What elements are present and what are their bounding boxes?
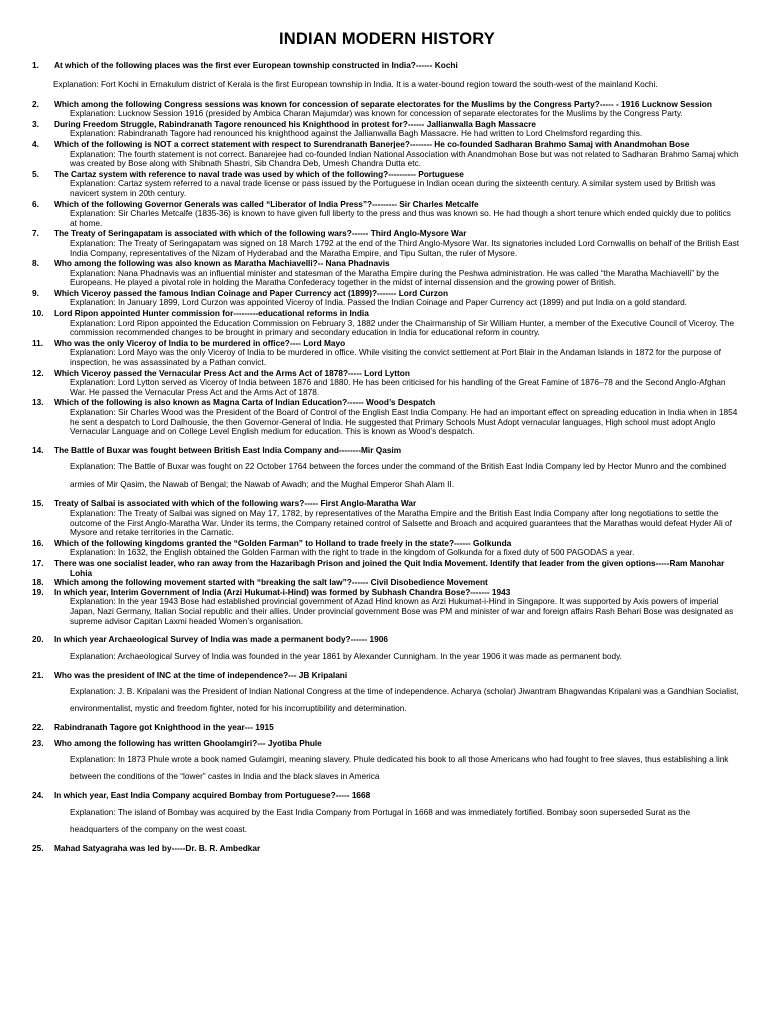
list-item <box>32 586 740 626</box>
question-text: Which of the following is also known as Magna Carta of Indian Education?------ Wood’s Despatch <box>54 397 436 408</box>
page-title: INDIAN MODERN HISTORY <box>279 30 495 48</box>
item-number: 9. <box>32 287 39 298</box>
explanation-text: Explanation: The fourth statement is not correct. Banarejee had co-founded Indian National Association with Anandmohan Bose but was not related to Sadharan Brahmo Samaj which was created by Bose along with Shibnath Shastri, Sib Chandra Deb, Umesh Chandra Dutta etc. <box>70 148 739 169</box>
item-number: 5. <box>32 168 39 179</box>
question-list <box>32 60 740 854</box>
list-item <box>32 669 740 718</box>
item-number: 4. <box>32 138 39 149</box>
item-number: 10. <box>32 308 44 319</box>
explanation-text: Explanation: Lord Lytton served as Viceroy of India between 1876 and 1880. He has been criticised for his handling of the Great Famine of 1876–78 and the Second Anglo-Afghan War. He passed the Vernacular Press Act and the Arms Act of 1878. <box>70 377 726 397</box>
question-text: Who was the president of INC at the time of independence?--- JB Kripalani <box>54 669 348 680</box>
item-number: 21. <box>32 669 44 680</box>
item-number: 24. <box>32 790 44 801</box>
list-item <box>32 168 740 199</box>
question-text: In which year Archaeological Survey of India was made a permanent body?------ 1906 <box>54 634 388 645</box>
explanation-text: Explanation: Fort Kochi in Ernakulum district of Kerala is the first European township in India. It is a water-bound region toward the south-west of the mainland Kochi. <box>53 78 658 89</box>
item-number: 14. <box>32 444 44 455</box>
item-number: 12. <box>32 367 44 378</box>
list-item <box>32 198 740 229</box>
question-text: Which Viceroy passed the famous Indian Coinage and Paper Currency act (1899)?------- Lord Curzon <box>54 287 449 298</box>
item-number: 3. <box>32 118 39 129</box>
list-item <box>32 790 740 838</box>
question-text: Which of the following kingdoms granted the “Golden Farman” to Holland to trade freely in the state?------ Golkunda <box>54 537 512 548</box>
item-number: 8. <box>32 258 39 269</box>
list-item <box>32 444 740 494</box>
item-number: 18. <box>32 577 44 588</box>
explanation-text: Explanation: Rabindranath Tagore had renounced his knighthood against the Jallianwalla Bagh Massacre. He had written to Lord Chelmsford regarding this. <box>70 128 643 139</box>
question-text: Who among the following has written Ghoolamgiri?--- Jyotiba Phule <box>54 737 322 748</box>
list-item <box>32 287 740 308</box>
question-text: Which Viceroy passed the Vernacular Press Act and the Arms Act of 1878?----- Lord Lytton <box>54 367 410 378</box>
list-item <box>32 737 740 786</box>
list-item <box>32 337 740 368</box>
question-text: Which among the following Congress sessions was known for concession of separate electorates for the Muslims by the Congress Party?----- - 1916 Lucknow Session <box>54 98 712 109</box>
question-text: Who was the only Viceroy of India to be murdered in office?---- Lord Mayo <box>54 337 346 348</box>
explanation-text: Explanation: Lucknow Session 1916 (presided by Ambica Charan Majumdar) was known for concession of separate electorates for the Muslims by the Congress Party. <box>70 108 683 119</box>
explanation-text: Explanation: In 1632, the English obtained the Golden Farman with the right to trade in the kingdom of Golkunda for a fixed duty of 500 PAGODAS a year. <box>70 547 635 558</box>
explanation-text: Explanation: J. B. Kripalani was the President of Indian National Congress at the time of independence. Acharya (scholar) Jiwantram Bhagwandas Kripalani was a Gandhian Socialist, environmentalist, mystic and freedom fighter, noted for his incorruptibility and determination. <box>70 686 739 714</box>
question-text: There was one socialist leader, who ran away from the Hazaribagh Prison and joined the Quit India Movement. Identify that leader from the given options-----Ram Manohar Lohia <box>54 557 725 578</box>
explanation-text: Explanation: Archaeological Survey of India was founded in the year 1861 by Alexander Cunnigham. In the year 1906 it was made as permanent body. <box>70 650 622 661</box>
question-text: Treaty of Salbai is associated with which of the following wars?----- First Anglo-Maratha War <box>54 498 417 509</box>
explanation-text: Explanation: Cartaz system referred to a naval trade license or pass issued by the Portuguese in Indian ocean during the sixteenth century. A similar system used by British was navicert system in 20th century. <box>70 178 716 198</box>
question-text: During Freedom Struggle, Rabindranath Tagore renounced his Knighthood in protest for?------ Jallianwalla Bagh Massacre <box>54 118 537 129</box>
question-text: The Battle of Buxar was fought between British East India Company and--------Mir Qasim <box>54 444 402 455</box>
question-text: Which of the following Governor Generals was called “Liberator of India Press”?--------- Sir Charles Metcalfe <box>54 198 479 209</box>
question-text: In which year, East India Company acquired Bombay from Portuguese?----- 1668 <box>54 790 371 801</box>
item-number: 16. <box>32 537 44 548</box>
explanation-text: Explanation: The Battle of Buxar was fought on 22 October 1764 between the forces under the command of the British East India Company led by Hector Munro and the combined armies of Mir Qasim, the Nawab of Bengal; the Nawab of Awadh; and the Mughal Emperor Shah Alam II. <box>70 461 727 489</box>
question-text: Who among the following was also known as Maratha Machiavelli?-- Nana Phadnavis <box>54 258 390 269</box>
question-text: At which of the following places was the first ever European township constructed in India?------ Kochi <box>54 60 458 70</box>
item-number: 1. <box>32 60 39 70</box>
item-number: 11. <box>32 337 44 348</box>
item-number: 6. <box>32 198 39 209</box>
explanation-text: Explanation: In January 1899, Lord Curzon was appointed Viceroy of India. Passed the Indian Coinage and Paper Currency act (1899) and put India on a gold standard. <box>70 297 687 308</box>
item-number: 23. <box>32 737 44 748</box>
question-text: The Treaty of Seringapatam is associated with which of the following wars?------ Third Anglo-Mysore War <box>54 228 467 239</box>
list-item <box>32 537 740 558</box>
question-text: In which year, Interim Government of India (Arzi Hukumat-i-Hind) was formed by Subhash Chandra Bose?------- 1943 <box>54 586 511 597</box>
explanation-text: Explanation: Lord Ripon appointed the Education Commission on February 3, 1882 under the Chairmanship of Sir William Hunter, a member of the Executive Council of Viceroy. The commission recommended changes to be brought in primary and secondary education in India for educational reform in country. <box>70 317 735 338</box>
item-number: 13. <box>32 397 44 408</box>
explanation-text: Explanation: The island of Bombay was acquired by the East India Company from Portugal in 1668 and was immediately fortified. Bombay soon superseded Surat as the headquarters of the company on the west coast. <box>70 807 691 835</box>
list-item <box>32 228 740 258</box>
list-item <box>32 634 740 665</box>
explanation-text: Explanation: In the year 1943 Bose had established provincial government of Azad Hind known as Arzi Hukumat-i-Hind in Singapore. It was supported by Axis powers of imperial Japan, Nazi Germany, Italian Social republic and their allies. Under provincial government Bose was PM and minister of war and foreign affairs Rash Behari Bose was designated as supreme advisor Capitan Laxmi headed Women’s organisation. <box>70 596 734 626</box>
explanation-text: Explanation: Sir Charles Metcalfe (1835-36) is known to have given full liberty to the press and thus was known so. He had though a short tenure which ended quickly due to politics at home. <box>70 208 731 228</box>
question-text: Rabindranath Tagore got Knighthood in the year--- 1915 <box>54 722 274 733</box>
list-item <box>32 367 740 398</box>
question-text: Which among the following movement started with “breaking the salt law”?------ Civil Disobedience Movement <box>54 577 488 588</box>
list-item <box>32 397 740 437</box>
list-item <box>32 258 740 288</box>
list-item <box>32 557 740 578</box>
item-number: 15. <box>32 498 44 509</box>
list-item <box>32 118 740 139</box>
item-number: 2. <box>32 98 39 109</box>
item-number: 25. <box>32 843 44 854</box>
item-number: 7. <box>32 228 39 239</box>
item-number: 20. <box>32 634 44 645</box>
list-item <box>32 138 740 169</box>
list-item <box>32 843 740 854</box>
list-item <box>32 498 740 538</box>
item-number: 19. <box>32 586 44 597</box>
list-item <box>32 722 740 733</box>
question-text: Lord Ripon appointed Hunter commission for---------educational reforms in India <box>54 308 369 319</box>
explanation-text: Explanation: The Treaty of Seringapatam was signed on 18 March 1792 at the end of the Third Anglo-Mysore War. Its signatories included Lord Cornwallis on behalf of the British East India Company, representatives of the Nizam of Hyderabad and the Maratha Empire, and Tipu Sultan, the ruler of Mysore. <box>70 237 740 258</box>
question-text: Mahad Satyagraha was led by-----Dr. B. R. Ambedkar <box>54 843 261 854</box>
explanation-text: Explanation: Lord Mayo was the only Viceroy of India to be murdered in office. While visiting the convict settlement at Port Blair in the Andaman Islands in 1872 for the purpose of inspection, he was assassinated by a Pathan convict. <box>70 347 721 368</box>
list-item <box>32 60 740 95</box>
list-item <box>32 308 740 338</box>
explanation-text: Explanation: In 1873 Phule wrote a book named Gulamgiri, meaning slavery. Phule dedicated his book to all those Americans who had fought to free slaves, thus establishing a link between the conditions of the “lower” castes in India and the black slaves in America <box>70 754 729 782</box>
explanation-text: Explanation: Nana Phadnavis was an influential minister and statesman of the Maratha Empire during the Peshwa administration. He was called “the Maratha Machiavelli” by the Europeans. He played a pivotal role in holding the Maratha Confederacy together in the midst of internal dissension and the growing power of British. <box>70 267 719 288</box>
item-number: 17. <box>32 557 44 568</box>
question-text: Which of the following is NOT a correct statement with respect to Surendranath Banerjee?-------- He co-founded Sadharan Brahmo Samaj with Anandmohan Bose <box>54 138 690 149</box>
list-item <box>32 98 740 119</box>
question-text: The Cartaz system with reference to naval trade was used by which of the following?---------- Portuguese <box>54 168 464 179</box>
explanation-text: Explanation: The Treaty of Salbai was signed on May 17, 1782, by representatives of the Maratha Empire and the British East India Company after long negotiations to settle the outcome of the First Anglo-Maratha War. Under its terms, the Company retained control of Salsette and Broach and acquired guarantees that the Marathas would defeat Hyder Ali of Mysore and retake territories in the Carnatic. <box>70 507 732 538</box>
item-number: 22. <box>32 722 44 733</box>
explanation-text: Explanation: Sir Charles Wood was the President of the Board of Control of the English East India Company. He had an important effect on spreading education in India when in 1854 he sent a despatch to Lord Dalhousie, the then Governor-General of India. He suggested that Primary Schools Must Adopt vernacular languages, High school must adopt Anglo Vernacular Language and on College Level English medium for education. This is known as Wood’s despatch. <box>70 407 738 437</box>
